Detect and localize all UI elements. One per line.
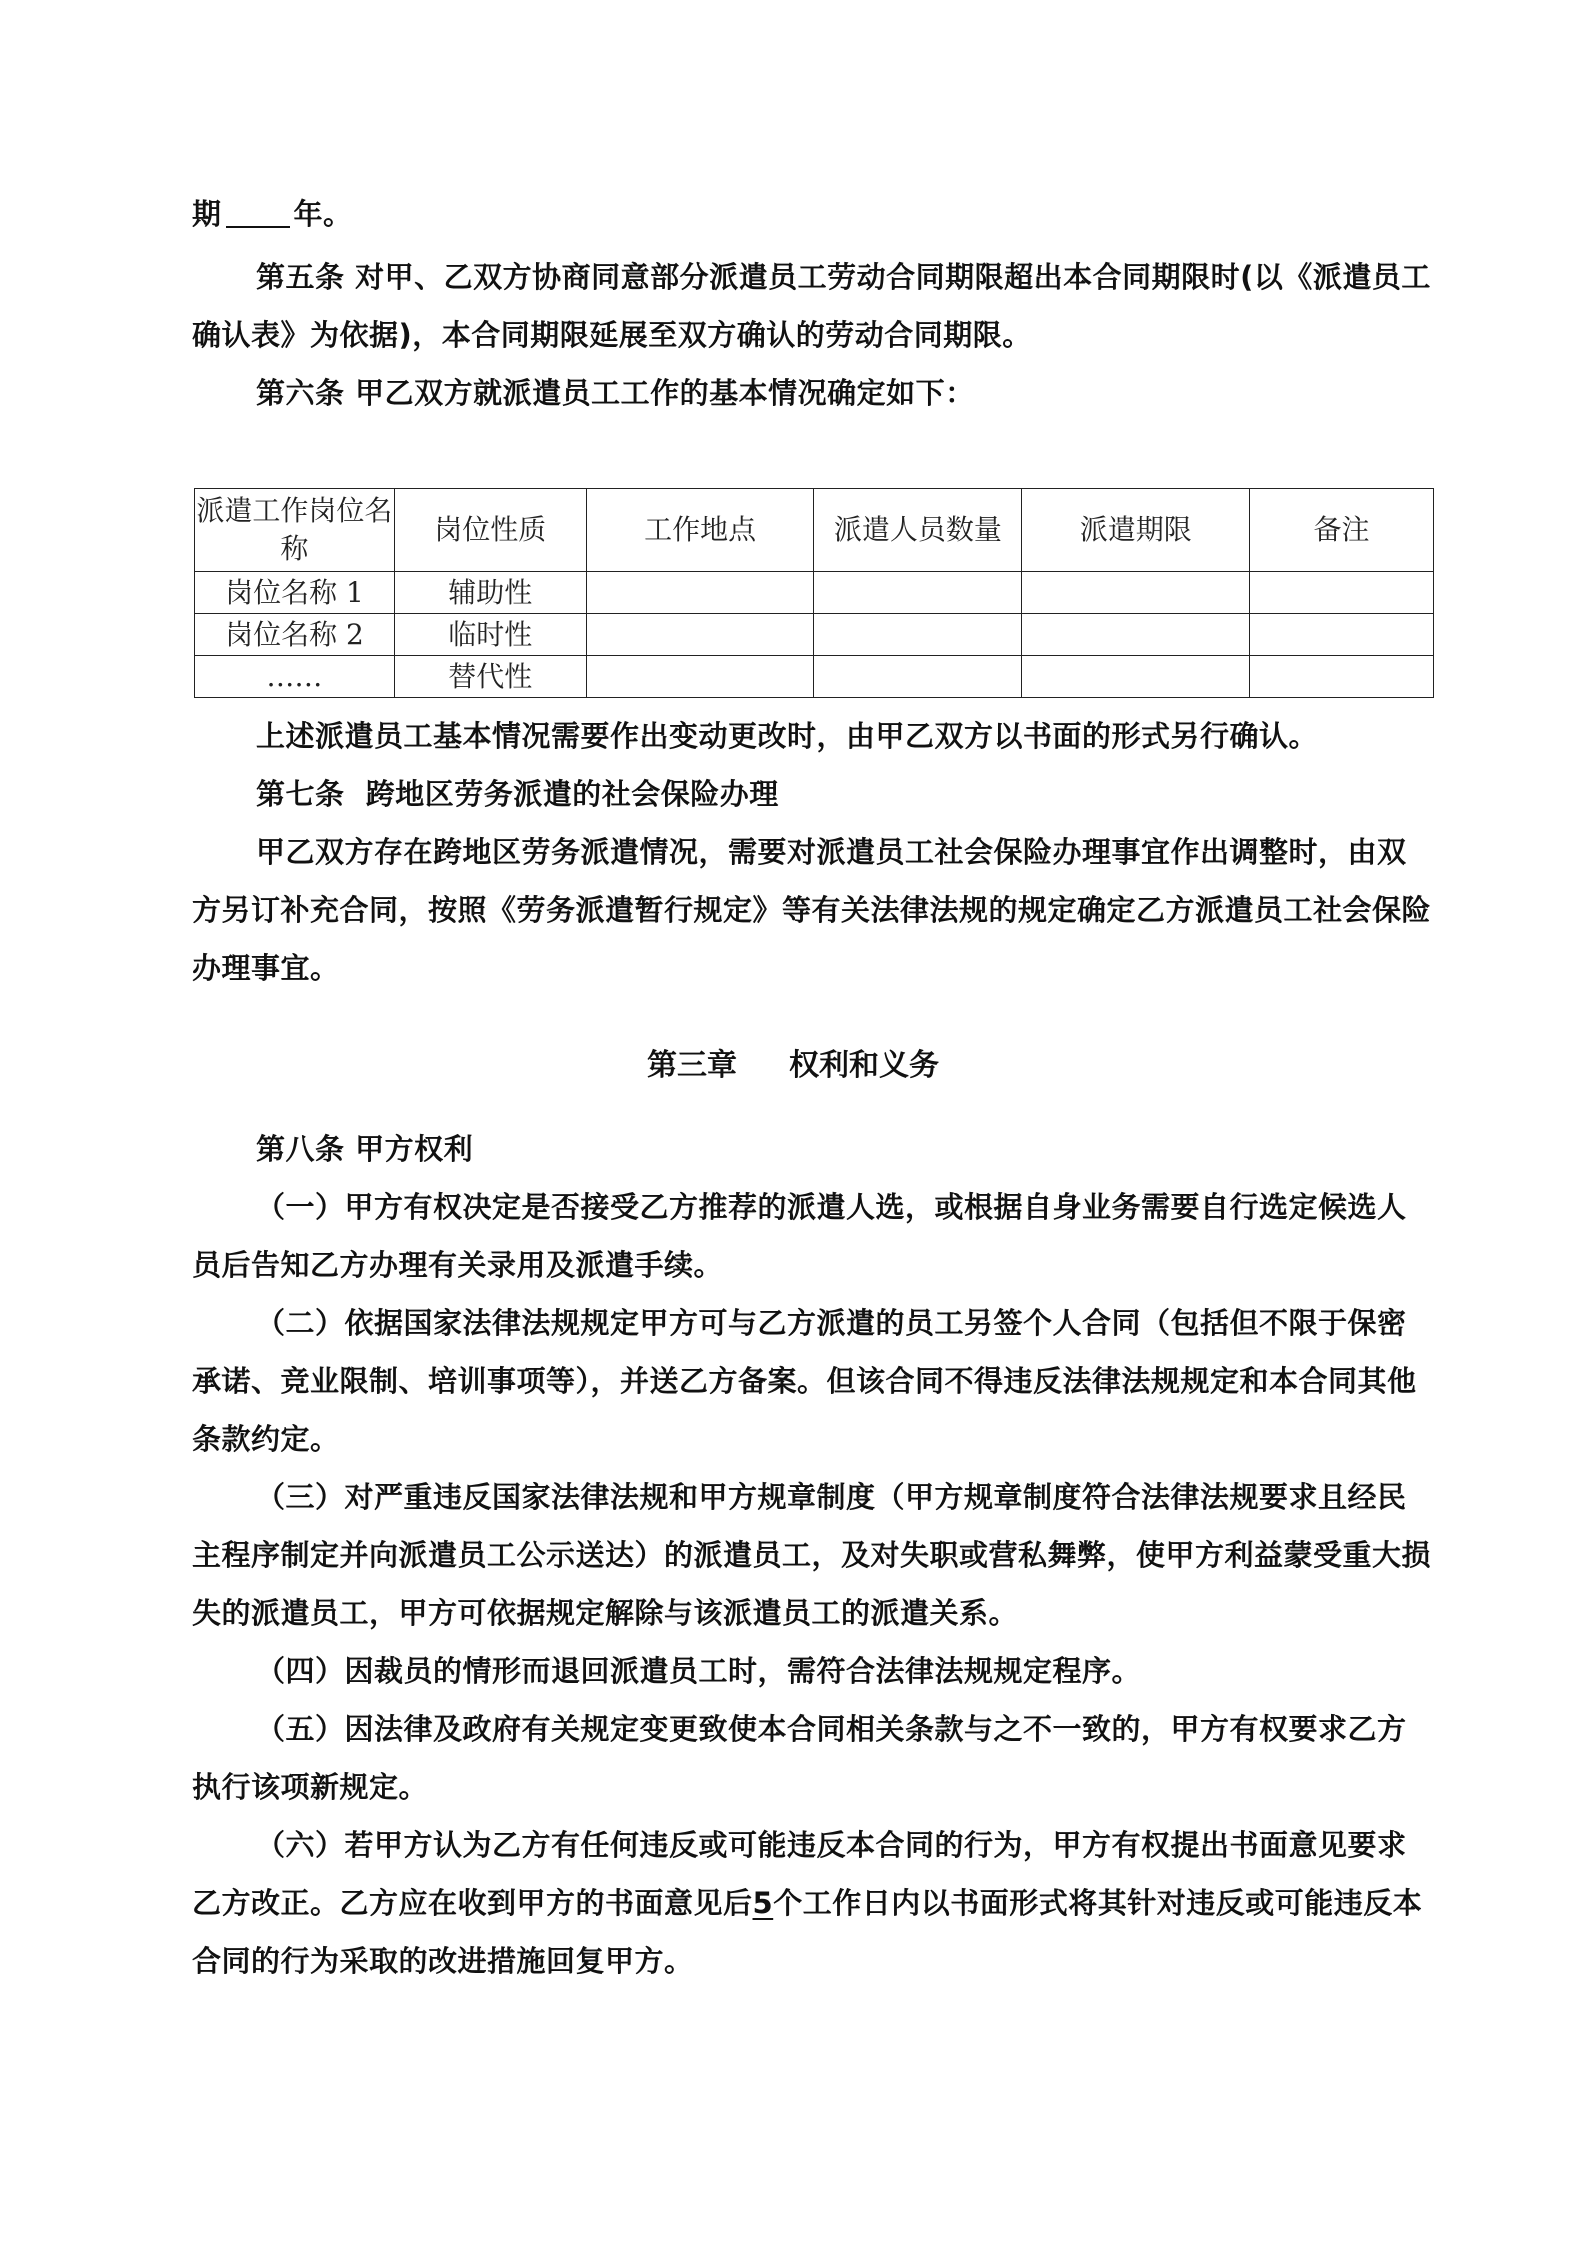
table-cell[interactable] [814,572,1022,614]
header-headcount: 派遣人员数量 [814,489,1022,572]
table-row [195,572,1434,614]
article-8-item-6 [192,1816,1432,1990]
table-row [195,656,1434,698]
chapter-number: 第三章 [647,1048,737,1083]
table-cell: 岗位名称 2 [195,614,395,656]
table-cell[interactable] [1022,614,1250,656]
table-cell: 替代性 [394,656,586,698]
table-cell[interactable] [1250,572,1434,614]
table-cell: …… [195,656,395,698]
table-cell: 岗位名称 1 [195,572,395,614]
table-cell[interactable] [1022,572,1250,614]
term-prefix: 期 [192,197,222,231]
chapter-heading [0,1040,1586,1084]
article-5-text: 对甲、乙双方协商同意部分派遣员工劳动合同期限超出本合同期限时(以《派遣员工确认表》为依据)，本合同期限延展至双方确认的劳动合同期限。 [192,260,1431,352]
article-5-label: 第五条 [256,260,345,294]
table-cell[interactable] [1250,656,1434,698]
table-row [195,614,1434,656]
article-8-title: 甲方权利 [355,1132,474,1166]
header-position-name: 派遣工作岗位名称 [195,489,395,572]
table-cell[interactable] [586,656,814,698]
table-header-row [195,489,1434,572]
table-cell: 辅助性 [394,572,586,614]
table-cell[interactable] [814,656,1022,698]
article-8-item-1: （一）甲方有权决定是否接受乙方推荐的派遣人选，或根据自身业务需要自行选定候选人员后告知乙方办理有关录用及派遣手续。 [192,1190,1407,1282]
article-8-item-5: （五）因法律及政府有关规定变更致使本合同相关条款与之不一致的，甲方有权要求乙方执行该项新规定。 [192,1712,1407,1804]
table-cell: 临时性 [394,614,586,656]
header-dispatch-period: 派遣期限 [1022,489,1250,572]
item-6-text-before: （六）若甲方认为乙方有任何违反或可能违反本合同的行为，甲方有权提出书面意见要求乙方改正。乙方应在收到甲方的书面意见后 [192,1828,1407,1920]
table-cell[interactable] [1250,614,1434,656]
term-continuation [192,185,1432,243]
header-remarks: 备注 [1250,489,1434,572]
article-7-label: 第七条 [256,777,345,811]
item-6-days: 5 [752,1886,774,1920]
after-table-note: 上述派遣员工基本情况需要作出变动更改时，由甲乙双方以书面的形式另行确认。 [256,719,1319,753]
term-suffix: 年。 [293,197,353,231]
header-position-nature: 岗位性质 [394,489,586,572]
term-years-blank[interactable] [226,196,290,228]
table-cell[interactable] [814,614,1022,656]
article-8-item-2: （二）依据国家法律法规规定甲方可与乙方派遣的员工另签个人合同（包括但不限于保密承诺、竞业限制、培训事项等），并送乙方备案。但该合同不得违反法律法规规定和本合同其他条款约定。 [192,1306,1417,1456]
item-6-text-after: 个工作日内以书面形式将其针对违反或可能违反本合同的行为采取的改进措施回复甲方。 [192,1886,1423,1978]
chapter-title: 权利和义务 [789,1048,939,1083]
table-cell[interactable] [586,572,814,614]
article-8-item-3: （三）对严重违反国家法律法规和甲方规章制度（甲方规章制度符合法律法规要求且经民主程序制定并向派遣员工公示送达）的派遣员工，及对失职或营私舞弊，使甲方利益蒙受重大损失的派遣员工，甲方可依据规定解除与该派遣员工的派遣关系。 [192,1480,1432,1630]
article-7-text: 甲乙双方存在跨地区劳务派遣情况，需要对派遣员工社会保险办理事宜作出调整时，由双方另订补充合同，按照《劳务派遣暂行规定》等有关法律法规的规定确定乙方派遣员工社会保险办理事宜。 [192,835,1432,985]
article-6-label: 第六条 [256,376,345,410]
article-8-label: 第八条 [256,1132,345,1166]
article-6-text: 甲乙双方就派遣员工工作的基本情况确定如下： [355,376,975,410]
article-7-title: 跨地区劳务派遣的社会保险办理 [365,777,779,811]
article-6 [192,364,1432,422]
article-7-heading [192,765,1432,823]
article-8-item-4: （四）因裁员的情形而退回派遣员工时，需符合法律法规规定程序。 [256,1654,1142,1688]
table-cell[interactable] [586,614,814,656]
article-5 [192,248,1432,364]
header-work-location: 工作地点 [586,489,814,572]
article-8-heading [192,1120,1432,1178]
dispatch-positions-table [194,488,1434,698]
table-cell[interactable] [1022,656,1250,698]
